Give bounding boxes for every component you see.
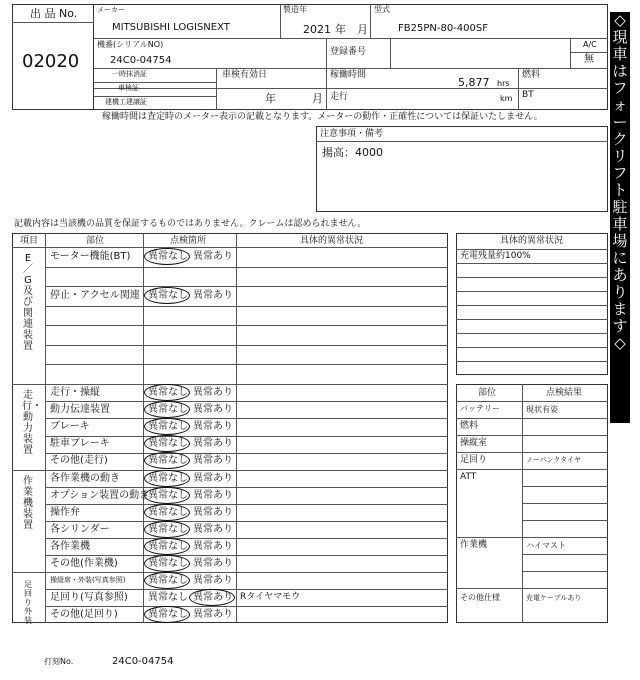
serial-label: 機番(シリアルNO) bbox=[97, 40, 164, 49]
circle-mark bbox=[144, 504, 190, 521]
status-ng: 異常あり bbox=[193, 404, 233, 415]
reg-small-1: 一時抹消証 bbox=[112, 70, 147, 78]
inspect-label: 車検有効日 bbox=[222, 70, 268, 80]
status-ok: 異常なし bbox=[148, 592, 188, 603]
rr-divider bbox=[522, 486, 608, 487]
serial: 24C0-04754 bbox=[110, 55, 172, 66]
row-divider bbox=[45, 504, 448, 505]
table-header-part: 部位 bbox=[86, 236, 105, 246]
model: FB25PN-80-400SF bbox=[398, 23, 488, 34]
fuel-label: 燃料 bbox=[522, 70, 541, 80]
rr-part: バッテリー bbox=[460, 404, 500, 413]
model-label: 型式 bbox=[374, 5, 390, 14]
row-part: モーター機能(BT) bbox=[50, 251, 131, 262]
rd-divider bbox=[456, 249, 608, 250]
rr-result: ハイマスト bbox=[526, 541, 566, 550]
status-ng: 異常あり bbox=[193, 251, 233, 262]
status-ng: 異常あり bbox=[193, 592, 233, 603]
rd-divider bbox=[456, 319, 608, 320]
table-header-item: 項目 bbox=[20, 236, 39, 246]
rr-part: 燃料 bbox=[460, 421, 479, 431]
section-divider bbox=[12, 572, 448, 573]
row-part: 走行・操縦 bbox=[50, 387, 100, 398]
section-divider bbox=[12, 384, 448, 385]
status-ng: 異常あり bbox=[193, 473, 233, 484]
rr-part: その他仕様 bbox=[460, 593, 500, 602]
circle-mark bbox=[144, 555, 190, 572]
table-header-detail: 具体的異常状況 bbox=[300, 236, 364, 246]
row-part: 操縦席・外装(写真参照) bbox=[50, 576, 126, 584]
row-divider bbox=[45, 418, 448, 419]
row-part: 動力伝達装置 bbox=[50, 404, 110, 415]
hours-unit: hrs bbox=[497, 79, 510, 88]
row-part: ブレーキ bbox=[50, 421, 90, 432]
row-part: 停止・アクセル関連 bbox=[50, 290, 140, 301]
rd-divider bbox=[456, 277, 608, 278]
year-label: 製造年 bbox=[283, 5, 307, 14]
circle-mark bbox=[144, 538, 190, 555]
rr-divider bbox=[456, 588, 608, 589]
status-ng: 異常あり bbox=[193, 290, 233, 301]
row-part: 各作業機の動き bbox=[50, 473, 120, 484]
rr-part: 操縦室 bbox=[460, 438, 488, 448]
fuel-value: BT bbox=[522, 90, 534, 100]
side-banner-text: ◇現車はフォークリフト駐車場にあります◇ bbox=[612, 11, 628, 352]
status-ok: 異常なし bbox=[148, 421, 188, 432]
rd-divider bbox=[456, 333, 608, 334]
maker: MITSUBISHI LOGISNEXT bbox=[112, 22, 230, 33]
row-part: その他(足回り) bbox=[50, 609, 118, 620]
row-divider bbox=[45, 286, 448, 287]
status-ok: 異常なし bbox=[148, 387, 188, 398]
status-ng: 異常あり bbox=[193, 575, 233, 586]
inspect-year-unit: 年 bbox=[265, 92, 276, 105]
rr-divider bbox=[456, 537, 608, 538]
disclaimer: 記載内容は当該機の品質を保証するものではありません。クレームは認められません。 bbox=[14, 219, 367, 229]
status-ng: 異常あり bbox=[193, 387, 233, 398]
hours-value: 5,877 bbox=[458, 76, 490, 89]
rr-divider bbox=[522, 571, 608, 572]
status-ok: 異常なし bbox=[148, 251, 188, 262]
rr-divider bbox=[456, 418, 608, 419]
circle-mark bbox=[189, 589, 235, 606]
section-name: 走行・動力装置 bbox=[22, 390, 42, 456]
run-label: 走行 bbox=[330, 92, 349, 102]
row-divider bbox=[45, 589, 448, 590]
km-unit: km bbox=[500, 94, 513, 103]
row-part: その他(作業機) bbox=[50, 558, 118, 569]
footer-value: 24C0-04754 bbox=[112, 656, 174, 667]
status-ng: 異常あり bbox=[193, 507, 233, 518]
row-divider bbox=[45, 453, 448, 454]
lot-number: 02020 bbox=[22, 51, 80, 72]
row-divider bbox=[45, 345, 448, 346]
row-part: 操作弁 bbox=[50, 507, 80, 518]
row-divider bbox=[45, 555, 448, 556]
right-results-header-part: 部位 bbox=[478, 388, 497, 398]
reg-label: 登録番号 bbox=[330, 47, 367, 57]
status-ng: 異常あり bbox=[193, 609, 233, 620]
circle-mark bbox=[144, 418, 190, 435]
status-ok: 異常なし bbox=[148, 558, 188, 569]
circle-mark bbox=[144, 487, 190, 504]
row-part: オプション装置の動き bbox=[50, 490, 150, 501]
status-ok: 異常なし bbox=[148, 438, 188, 449]
notes-label: 注意事項・備考 bbox=[320, 129, 384, 139]
status-ok: 異常なし bbox=[148, 507, 188, 518]
footer-label: 打刻No. bbox=[44, 657, 74, 666]
row-divider bbox=[45, 267, 448, 268]
circle-mark bbox=[144, 248, 190, 265]
rr-divider bbox=[456, 435, 608, 436]
circle-mark bbox=[144, 572, 190, 589]
status-ng: 異常あり bbox=[193, 455, 233, 466]
circle-mark bbox=[144, 521, 190, 538]
row-divider bbox=[45, 487, 448, 488]
notes-text: 揚高：4000 bbox=[322, 146, 383, 159]
rd-divider bbox=[456, 263, 608, 264]
rr-part: 足回り bbox=[460, 455, 488, 465]
maker-label: メーカー bbox=[97, 6, 125, 14]
month-unit: 月 bbox=[357, 23, 368, 36]
row-part: 足回り(写真参照) bbox=[50, 592, 128, 603]
rd-text: 充電残量約100% bbox=[460, 251, 531, 261]
row-divider bbox=[45, 325, 448, 326]
row-divider bbox=[45, 538, 448, 539]
ac-value: 無 bbox=[584, 54, 594, 65]
row-divider bbox=[45, 436, 448, 437]
status-ok: 異常なし bbox=[148, 290, 188, 301]
row-divider bbox=[45, 306, 448, 307]
rr-result: ノーパンクタイヤ bbox=[526, 456, 582, 464]
inspect-month-unit: 月 bbox=[312, 92, 323, 105]
status-ok: 異常なし bbox=[148, 490, 188, 501]
row-divider bbox=[45, 606, 448, 607]
year-unit: 年 bbox=[335, 23, 346, 36]
hours-label: 稼働時間 bbox=[330, 70, 367, 80]
circle-mark bbox=[144, 606, 190, 623]
status-ok: 異常なし bbox=[148, 541, 188, 552]
row-part: 各シリンダー bbox=[50, 524, 110, 535]
status-ok: 異常なし bbox=[148, 473, 188, 484]
rr-divider bbox=[456, 469, 608, 470]
rr-divider bbox=[522, 554, 608, 555]
lot-number-label: 出 品 No. bbox=[30, 7, 78, 20]
circle-mark bbox=[144, 384, 190, 401]
status-ok: 異常なし bbox=[148, 455, 188, 466]
year: 2021 bbox=[303, 23, 331, 36]
status-ok: 異常なし bbox=[148, 524, 188, 535]
status-ng: 異常あり bbox=[193, 490, 233, 501]
status-ng: 異常あり bbox=[193, 438, 233, 449]
reg-small-3: 建機工建譲証 bbox=[105, 98, 147, 106]
side-banner bbox=[610, 12, 630, 423]
row-detail: Rタイヤマモウ bbox=[240, 592, 301, 602]
rr-result: 充電ケーブルあり bbox=[526, 594, 582, 602]
circle-mark bbox=[144, 452, 190, 469]
section-name: 作業機装置 bbox=[23, 476, 33, 531]
rd-divider bbox=[456, 361, 608, 362]
status-ng: 異常あり bbox=[193, 541, 233, 552]
row-part: 駐車ブレーキ bbox=[50, 438, 110, 449]
circle-mark bbox=[144, 435, 190, 452]
row-divider bbox=[45, 364, 448, 365]
row-part: 各作業機 bbox=[50, 541, 90, 552]
rr-divider bbox=[522, 520, 608, 521]
status-ng: 異常あり bbox=[193, 524, 233, 535]
right-results-header-result: 点検結果 bbox=[546, 388, 583, 398]
rr-result: 現状有姿 bbox=[526, 405, 558, 414]
table-header-check: 点検箇所 bbox=[170, 236, 207, 246]
row-divider bbox=[45, 401, 448, 402]
rr-part: 作業機 bbox=[460, 540, 488, 550]
reg-small-2: 車検証 bbox=[118, 84, 139, 92]
status-ok: 異常なし bbox=[148, 404, 188, 415]
row-divider bbox=[45, 521, 448, 522]
row-part: その他(走行) bbox=[50, 455, 108, 466]
right-detail-header: 具体的異常状況 bbox=[500, 236, 564, 246]
status-ok: 異常なし bbox=[148, 575, 188, 586]
rr-part: ATT bbox=[460, 472, 477, 482]
rr-divider bbox=[522, 503, 608, 504]
rd-divider bbox=[456, 291, 608, 292]
status-ok: 異常なし bbox=[148, 609, 188, 620]
status-ng: 異常あり bbox=[193, 421, 233, 432]
section-name: 足回り外装 bbox=[24, 580, 32, 625]
circle-mark bbox=[144, 401, 190, 418]
hours-note: 稼働時間は査定時のメーター表示の記載となります。メーターの動作・正確性については保証いたしません。 bbox=[102, 112, 543, 122]
rd-divider bbox=[456, 305, 608, 306]
rd-divider bbox=[456, 347, 608, 348]
rr-divider bbox=[456, 452, 608, 453]
status-ng: 異常あり bbox=[193, 558, 233, 569]
section-divider bbox=[12, 470, 448, 471]
circle-mark bbox=[144, 470, 190, 487]
ac-label: A/C bbox=[583, 40, 597, 49]
section-name: E／G及び関連装置 bbox=[23, 253, 33, 352]
circle-mark bbox=[144, 287, 190, 304]
